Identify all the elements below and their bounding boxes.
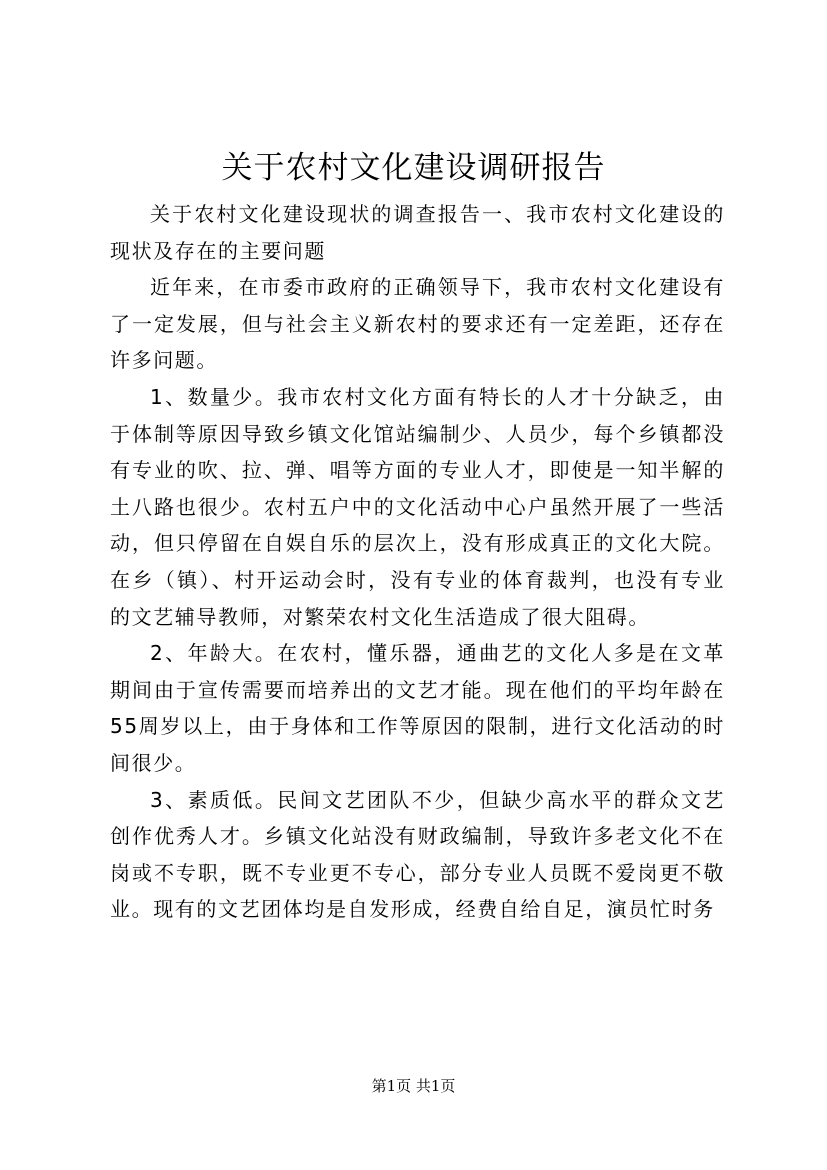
page-footer: 第1页 共1页 (371, 1077, 456, 1095)
paragraph-quantity: 1、数量少。我市农村文化方面有特长的人才十分缺乏，由于体制等原因导致乡镇文化馆站编制少、人员少，每个乡镇都没有专业的吹、拉、弹、唱等方面的专业人才，即使是一知半解的土八路也很少。农村五户中的文化活动中心户虽然开展了一些活动，但只停留在自娱自乐的层次上，没有形成真正的文化大院。在乡（镇）、村开运动会时，没有专业的体育裁判，也没有专业的文艺辅导教师，对繁荣农村文化生活造成了很大阻碍。 (110, 384, 725, 629)
paragraph-overview: 近年来，在市委市政府的正确领导下，我市农村文化建设有了一定发展，但与社会主义新农村的要求还有一定差距，还存在许多问题。 (110, 275, 725, 373)
document-title: 关于农村文化建设调研报告 (221, 150, 606, 186)
paragraph-age: 2、年龄大。在农村，懂乐器，通曲艺的文化人多是在文革期间由于宣传需要而培养出的文艺才能。现在他们的平均年龄在55周岁以上，由于身体和工作等原因的限制，进行文化活动的时间很少。 (110, 641, 725, 775)
paragraph-intro: 关于农村文化建设现状的调查报告一、我市农村文化建设的现状及存在的主要问题 (110, 202, 725, 263)
document-body (110, 196, 725, 928)
paragraph-quality: 3、素质低。民间文艺团队不少，但缺少高水平的群众文艺创作优秀人才。乡镇文化站没有财政编制，导致许多老文化不在岗或不专职，既不专业更不专心，部分专业人员既不爱岗更不敬业。现有的文艺团体均是自发形成，经费自给自足，演员忙时务 (110, 787, 725, 922)
